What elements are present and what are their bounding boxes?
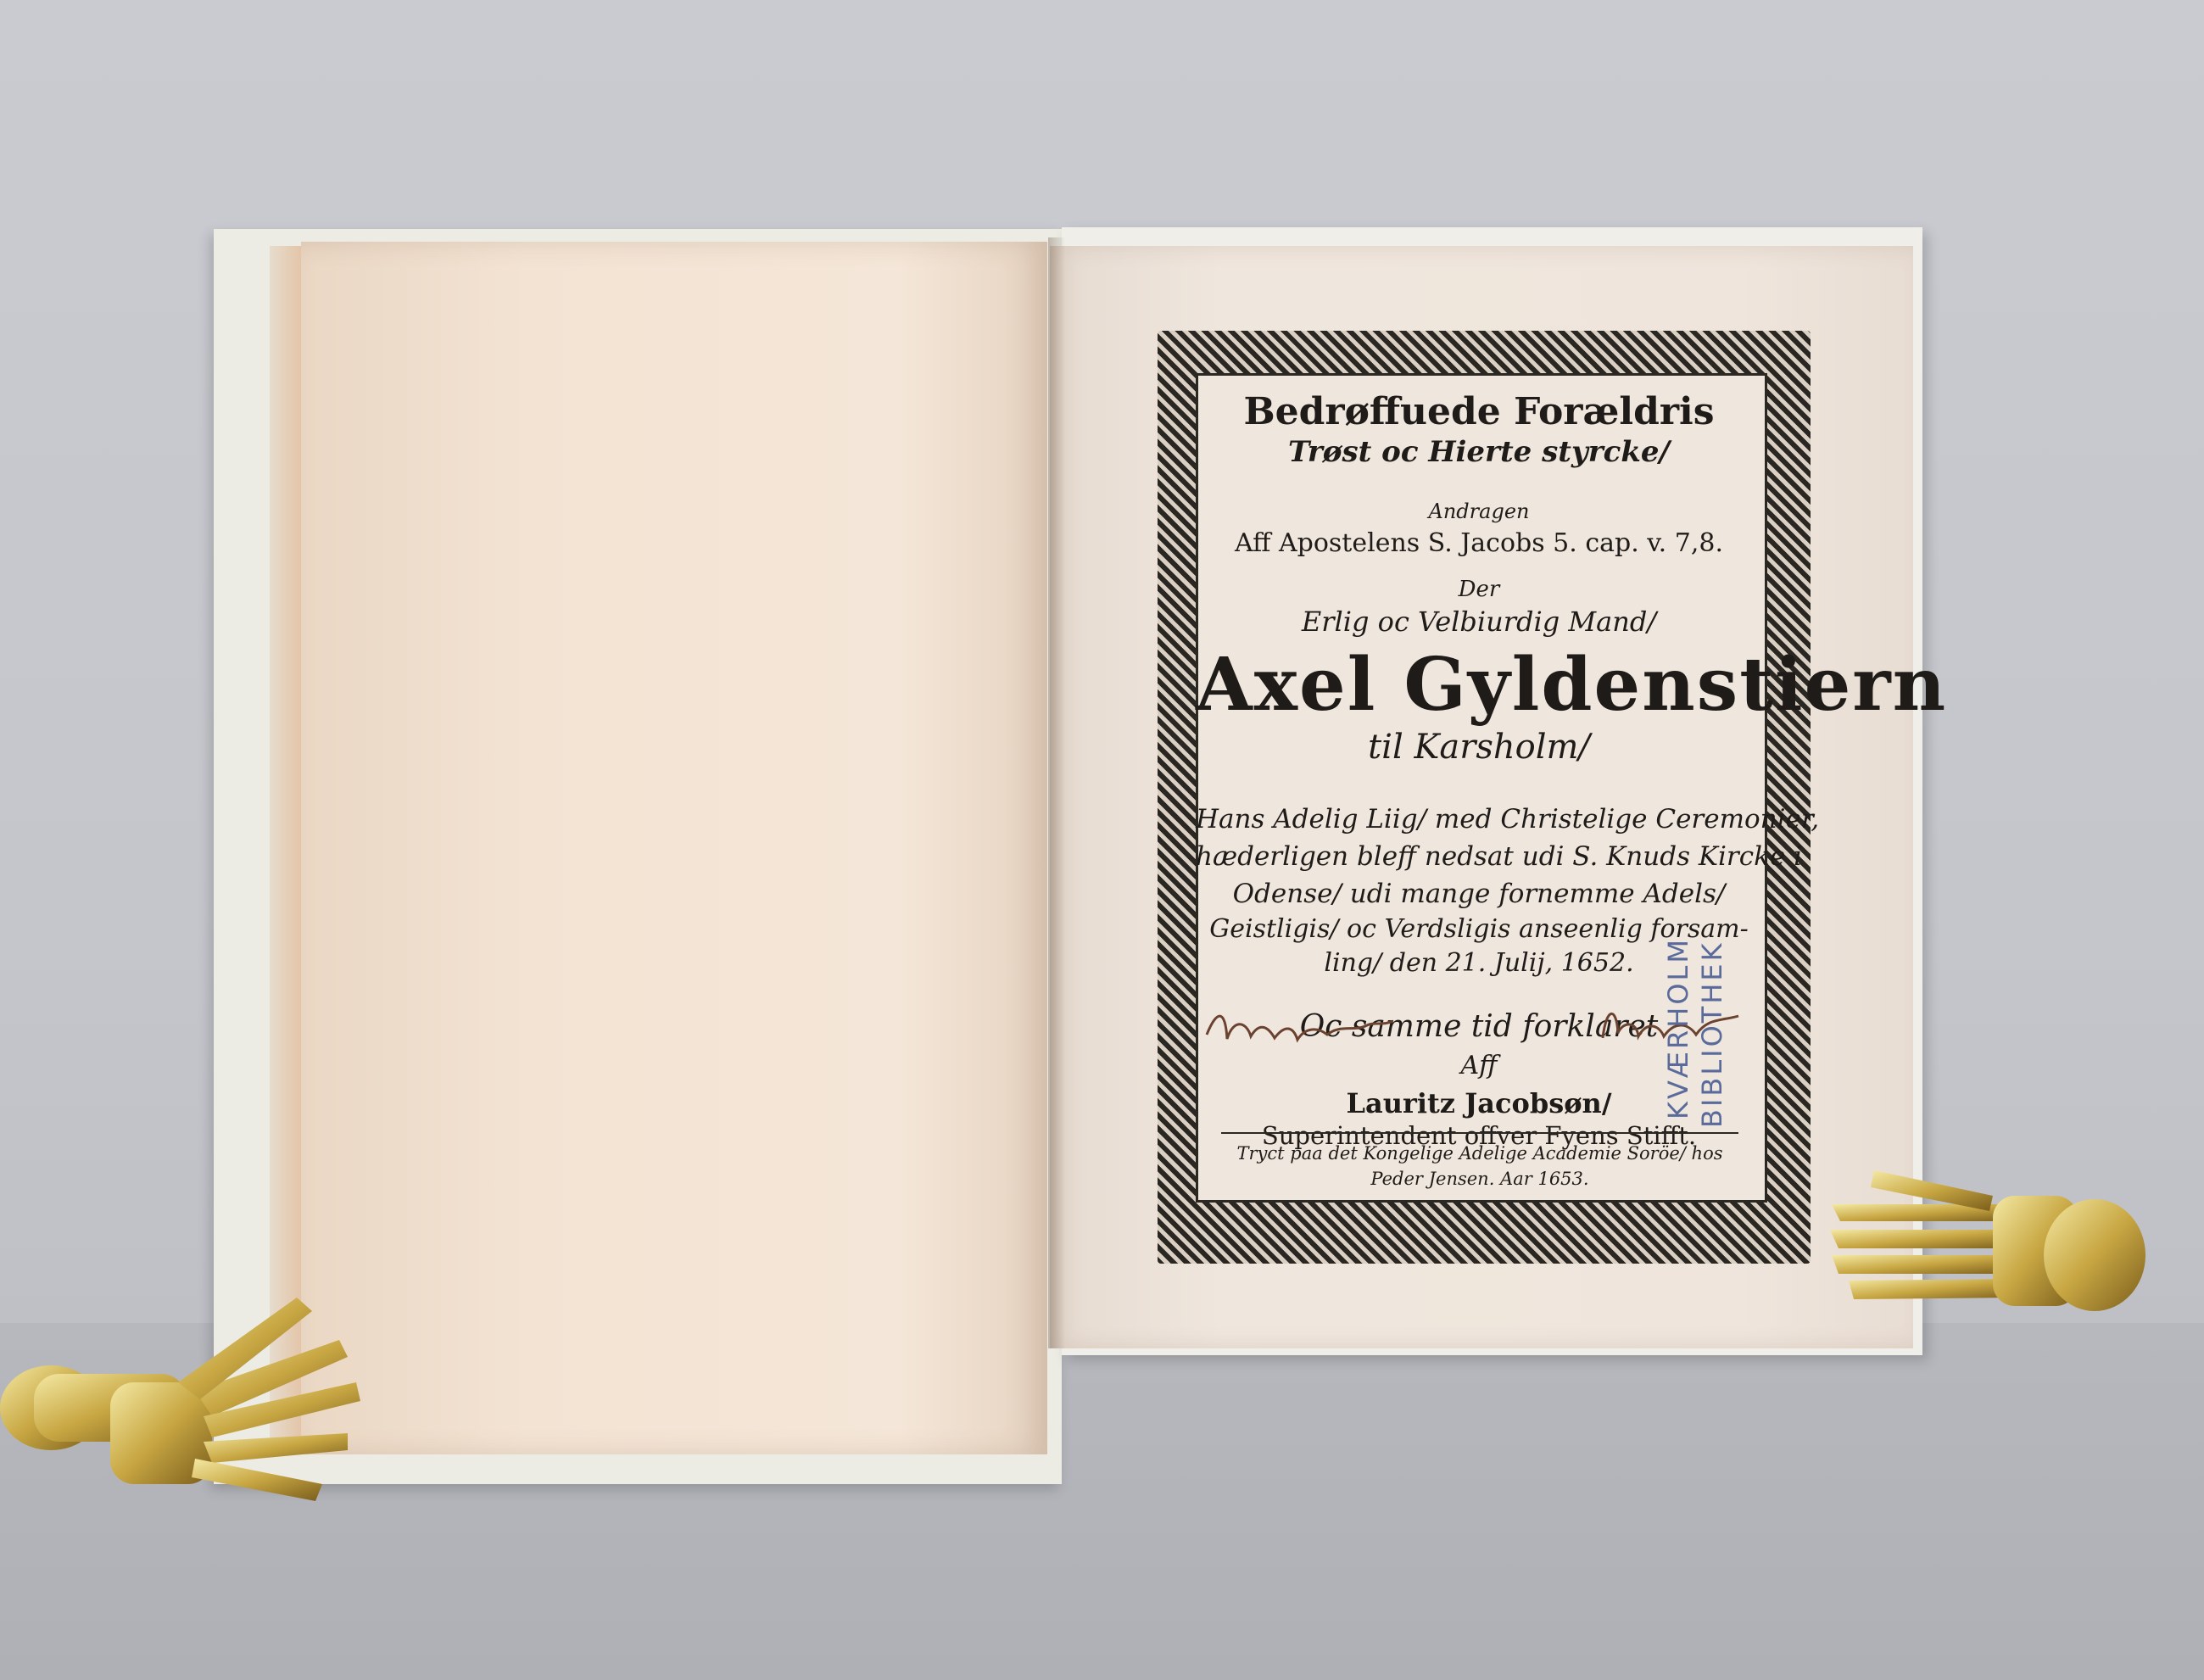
body-line: ling/ den 21. Julij, 1652. (1324, 948, 1634, 978)
title-line: Trøst oc Hierte styrcke/ (1288, 435, 1670, 469)
imprint-line: Tryct paa det Kongelige Adelige Academie Soröe/ hos (1236, 1143, 1723, 1164)
title-line: Erlig oc Velbiurdig Mand/ (1301, 606, 1657, 638)
title-line: Bedrøffuede Forældris (1243, 390, 1715, 433)
stamp-graphic (1649, 903, 1751, 1132)
body-line: Odense/ udi mange fornemme Adels/ (1232, 879, 1726, 909)
body-line: hæderligen bleff nedsat udi S. Knuds Kircke i (1196, 841, 1802, 872)
title-line: til Karsholm/ (1368, 728, 1590, 767)
author-name: Lauritz Jacobsøn/ (1346, 1087, 1612, 1119)
imprint (1221, 1132, 1738, 1192)
stamp-line-1: KVÆRHOLM (1662, 937, 1694, 1119)
title-line: Andragen (1428, 500, 1530, 523)
blank-left-page (301, 242, 1047, 1454)
title-line: Der (1458, 577, 1500, 602)
library-stamp (1649, 903, 1751, 1132)
brass-hand-clip-left (0, 1289, 390, 1543)
body-line: Hans Adelig Liig/ med Christelige Ceremonier, (1196, 804, 1820, 834)
title-line: Oc samme tid forklaret (1299, 1009, 1659, 1044)
book-gutter (1048, 237, 1065, 1348)
author-title: Superintendent offver Fyens Stifft. (1261, 1121, 1697, 1150)
stamp-line-2: BIBLIOTHEK (1696, 940, 1728, 1128)
handwritten-signature-left (1200, 1001, 1403, 1060)
brass-hand-clip-right (1823, 1170, 2154, 1340)
body-line: Geistligis/ oc Verdsligis anseenlig forsam- (1209, 914, 1749, 944)
title-line: Aff (1460, 1051, 1498, 1080)
title-line: Aff Apostelens S. Jacobs 5. cap. v. 7,8. (1234, 528, 1724, 558)
left-page-edge (270, 246, 304, 1450)
imprint-line: Peder Jensen. Aar 1653. (1370, 1169, 1589, 1189)
main-name: Axel Gyldenstiern (1196, 642, 1948, 728)
